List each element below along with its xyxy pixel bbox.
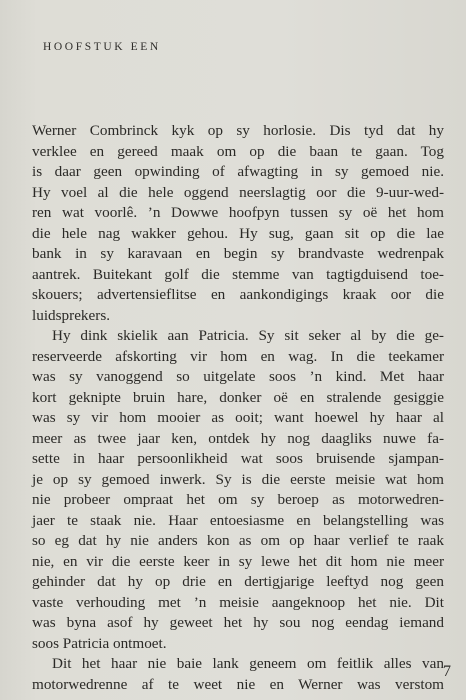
text-line: die hele nag wakker gehou. Hy sug, gaan sit op die lae — [32, 224, 444, 242]
text-line: Hy dink skielik aan Patricia. Sy sit seker al by die ge- — [52, 327, 444, 344]
text-line: nie, en vir die eerste keer in sy lewe het dit hom nie meer — [32, 552, 444, 570]
text-line: was sy vanoggend so uitgelate soos ’n kind. Met haar — [32, 368, 444, 385]
text-line: skouers; advertensieflitse en aankondigings kraak oor die — [32, 286, 444, 303]
text-line: gehinder dat hy op drie en dertigjarige leeftyd nog geen — [32, 573, 444, 590]
text-line: Dit het haar nie baie lank geneem om feitlik alles van — [52, 655, 444, 672]
text-line: jaer te staak nie. Haar entoesiasme en belangstelling was — [32, 511, 444, 529]
text-line: is daar geen opwinding of afwagting in sy gemoed nie. — [32, 163, 444, 180]
text-line: luidsprekers. — [32, 306, 111, 324]
text-line: sette in haar persoonlikheid wat soos bruisende sjampan- — [32, 450, 444, 467]
text-line: nie probeer ompraat het om sy beroep as motorwedren- — [32, 491, 444, 508]
text-line: Werner Combrinck kyk op sy horlosie. Dis tyd dat hy — [32, 122, 444, 139]
text-line: soos Patricia ontmoet. — [32, 634, 167, 652]
text-line: motorwedrenne af te weet nie en Werner was verstom — [32, 675, 444, 693]
chapter-heading: HOOFSTUK EEN — [43, 41, 161, 53]
text-line: Hy voel al die hele oggend neerslagtig oor die 9-uur-wed- — [32, 183, 444, 201]
text-line: aantrek. Buitekant golf die stemme van tagtigduisend toe- — [32, 265, 444, 283]
text-line: ren wat voorlê. ’n Dowwe hoofpyn tussen sy oë het hom — [32, 204, 444, 221]
page-number: 7 — [443, 663, 451, 680]
text-line: was byna asof hy geweet het hy sou nog eendag iemand — [32, 614, 444, 631]
text-line: so eg dat hy nie anders kon as om op haar verlief te raak — [32, 532, 444, 549]
text-line: kort geknipte bruin hare, donker oë en stralende gesiggie — [32, 388, 444, 406]
text-line: bank in sy karavaan en begin sy brandvaste wedrenpak — [32, 245, 444, 262]
text-line: was sy vir hom mooier as ooit; want hoewel hy haar al — [32, 409, 444, 426]
body-text — [32, 121, 444, 695]
text-line: je op sy gemoed inwerk. Sy is die eerste meisie wat hom — [32, 470, 444, 488]
text-line: meer as twee jaar ken, ontdek hy nog daagliks nuwe fa- — [32, 429, 444, 447]
text-line: vaste verhouding met ’n meisie aangeknoop het nie. Dit — [32, 593, 444, 611]
text-line: reserveerde afskorting vir hom en wag. In die teekamer — [32, 347, 444, 365]
text-line: verklee en gereed maak om op die baan te gaan. Tog — [32, 142, 444, 160]
